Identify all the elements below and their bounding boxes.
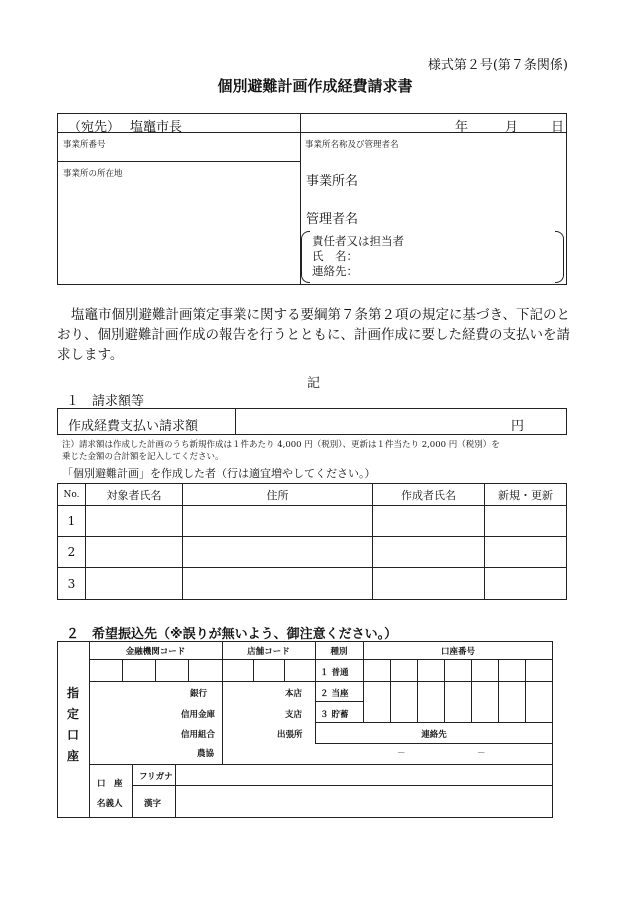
body-paragraph [57, 305, 577, 365]
name-label: 氏 名： [312, 249, 358, 263]
side-char: 定 [66, 707, 79, 721]
side-char: 指 [66, 686, 79, 700]
office-address-label: 事業所の所在地 [63, 169, 123, 179]
body-line-3: 求します。 [57, 347, 124, 363]
ki-label: 記 [307, 376, 321, 391]
bank-type-shinkumi: 信用組合 [181, 730, 216, 740]
responsible-block [312, 234, 404, 279]
account-number-label: 口座番号 [440, 647, 475, 657]
kanji-input[interactable] [176, 786, 552, 817]
cell-new-update[interactable] [485, 568, 567, 600]
bank-type-bank: 銀行 [190, 689, 208, 699]
row-number: 3 [58, 568, 86, 600]
bracket-right [555, 231, 564, 283]
office-name-manager-label: 事業所名称及び管理者名 [305, 140, 399, 150]
bank-type-shinkin: 信用金庫 [181, 710, 216, 720]
row-number: 1 [58, 506, 86, 537]
cell-target-name[interactable] [86, 568, 183, 600]
manager-name: 管理者名 [306, 212, 359, 227]
cell-address[interactable] [183, 506, 373, 537]
cell-address[interactable] [183, 537, 373, 568]
branch-type-main: 本店 [285, 689, 303, 699]
row-number: 2 [58, 537, 86, 568]
cell-address[interactable] [183, 568, 373, 600]
divider [253, 659, 254, 681]
furigana-input[interactable] [176, 765, 552, 784]
divider [390, 659, 391, 722]
divider [315, 722, 553, 723]
branch-code-label: 店舗コード [247, 647, 290, 657]
month-label: 月 [505, 120, 519, 135]
kanji-label: 漢字 [144, 799, 162, 809]
cell-target-name[interactable] [86, 537, 183, 568]
table-row [58, 506, 567, 537]
office-name: 事業所名 [306, 174, 359, 189]
divider [471, 659, 472, 722]
col-address: 住所 [183, 484, 373, 506]
bank-code-label: 金融機関コード [125, 647, 186, 657]
contact-input[interactable] [316, 744, 552, 763]
contact-dash-1: － [397, 749, 406, 759]
divider [284, 659, 285, 681]
note-line-1: 注）請求額は作成した計画のうち新規作成は１件あたり 4,000 円（税別）、更新は１件当たり 2,000 円（税別）を [62, 440, 500, 450]
yen-label: 円 [511, 419, 525, 434]
body-line-2: おり、個別避難計画作成の報告を行うとともに、計画作成に要した経費の支払いを請 [57, 327, 570, 343]
branch-type-branch: 支店 [285, 710, 303, 720]
side-char: 口 [66, 728, 79, 742]
contact-dash-2: － [477, 749, 486, 759]
cell-creator-name[interactable] [373, 506, 485, 537]
year-label: 年 [455, 120, 469, 135]
cell-new-update[interactable] [485, 506, 567, 537]
divider [444, 659, 445, 722]
note-line-2: 乗じた金額の合計額を記入してください。 [62, 452, 224, 462]
divider [122, 659, 123, 681]
divider [132, 764, 133, 818]
type-option-savings[interactable]: ３ 貯蓄 [320, 710, 349, 720]
type-option-current[interactable]: ２ 当座 [320, 689, 349, 699]
type-option-ordinary[interactable]: １ 普通 [320, 668, 349, 678]
contact-label: 連絡先： [312, 264, 358, 278]
holder-label-2: 名義人 [97, 799, 123, 809]
divider [57, 161, 300, 162]
section2-heading: ２ 希望振込先（※誤りが無いよう、御注意ください。） [66, 627, 398, 642]
divider [89, 659, 553, 660]
page-title: 個別避難計画作成経費請求書 [217, 77, 413, 95]
table-row [58, 568, 567, 600]
bank-type-nokyo: 農協 [197, 749, 215, 759]
divider [155, 659, 156, 681]
divider [498, 659, 499, 722]
col-creator-name: 作成者氏名 [373, 484, 485, 506]
body-line-1: 塩竈市個別避難計画策定事業に関する要綱第７条第２項の規定に基づき、下記のと [71, 307, 570, 323]
section1-heading: １ 請求額等 [66, 394, 145, 409]
contact-label: 連絡先 [421, 730, 447, 740]
bank-form [57, 641, 553, 818]
to-label: （宛先） [68, 120, 121, 135]
cell-target-name[interactable] [86, 506, 183, 537]
office-number-label: 事業所番号 [63, 140, 106, 150]
bracket-left [301, 231, 310, 283]
divider [315, 701, 363, 702]
col-target-name: 対象者氏名 [86, 484, 183, 506]
side-label [57, 683, 89, 767]
divider [417, 659, 418, 722]
cell-new-update[interactable] [485, 537, 567, 568]
divider [222, 641, 223, 764]
creator-caption: 「個別避難計画」を作成した者（行は適宜増やしてください。） [62, 467, 376, 480]
furigana-label: フリガナ [139, 772, 173, 782]
col-new-update: 新規・更新 [485, 484, 567, 506]
form-number: 様式第２号(第７条関係) [427, 58, 568, 73]
day-label: 日 [551, 120, 565, 135]
divider [525, 659, 526, 722]
creator-table [57, 483, 567, 600]
branch-type-sub: 出張所 [277, 730, 303, 740]
table-row [58, 537, 567, 568]
holder-label-1: 口 座 [97, 779, 123, 789]
responsible-label: 責任者又は担当者 [312, 234, 404, 248]
divider [188, 659, 189, 681]
col-no: No. [58, 484, 86, 506]
table-header-row [58, 484, 567, 506]
side-char: 座 [66, 749, 79, 763]
type-label: 種別 [330, 647, 348, 657]
to-name: 塩竈市長 [130, 120, 183, 135]
amount-label: 作成経費支払い請求額 [68, 419, 199, 434]
divider [89, 641, 90, 818]
cell-creator-name[interactable] [373, 537, 485, 568]
cell-creator-name[interactable] [373, 568, 485, 600]
